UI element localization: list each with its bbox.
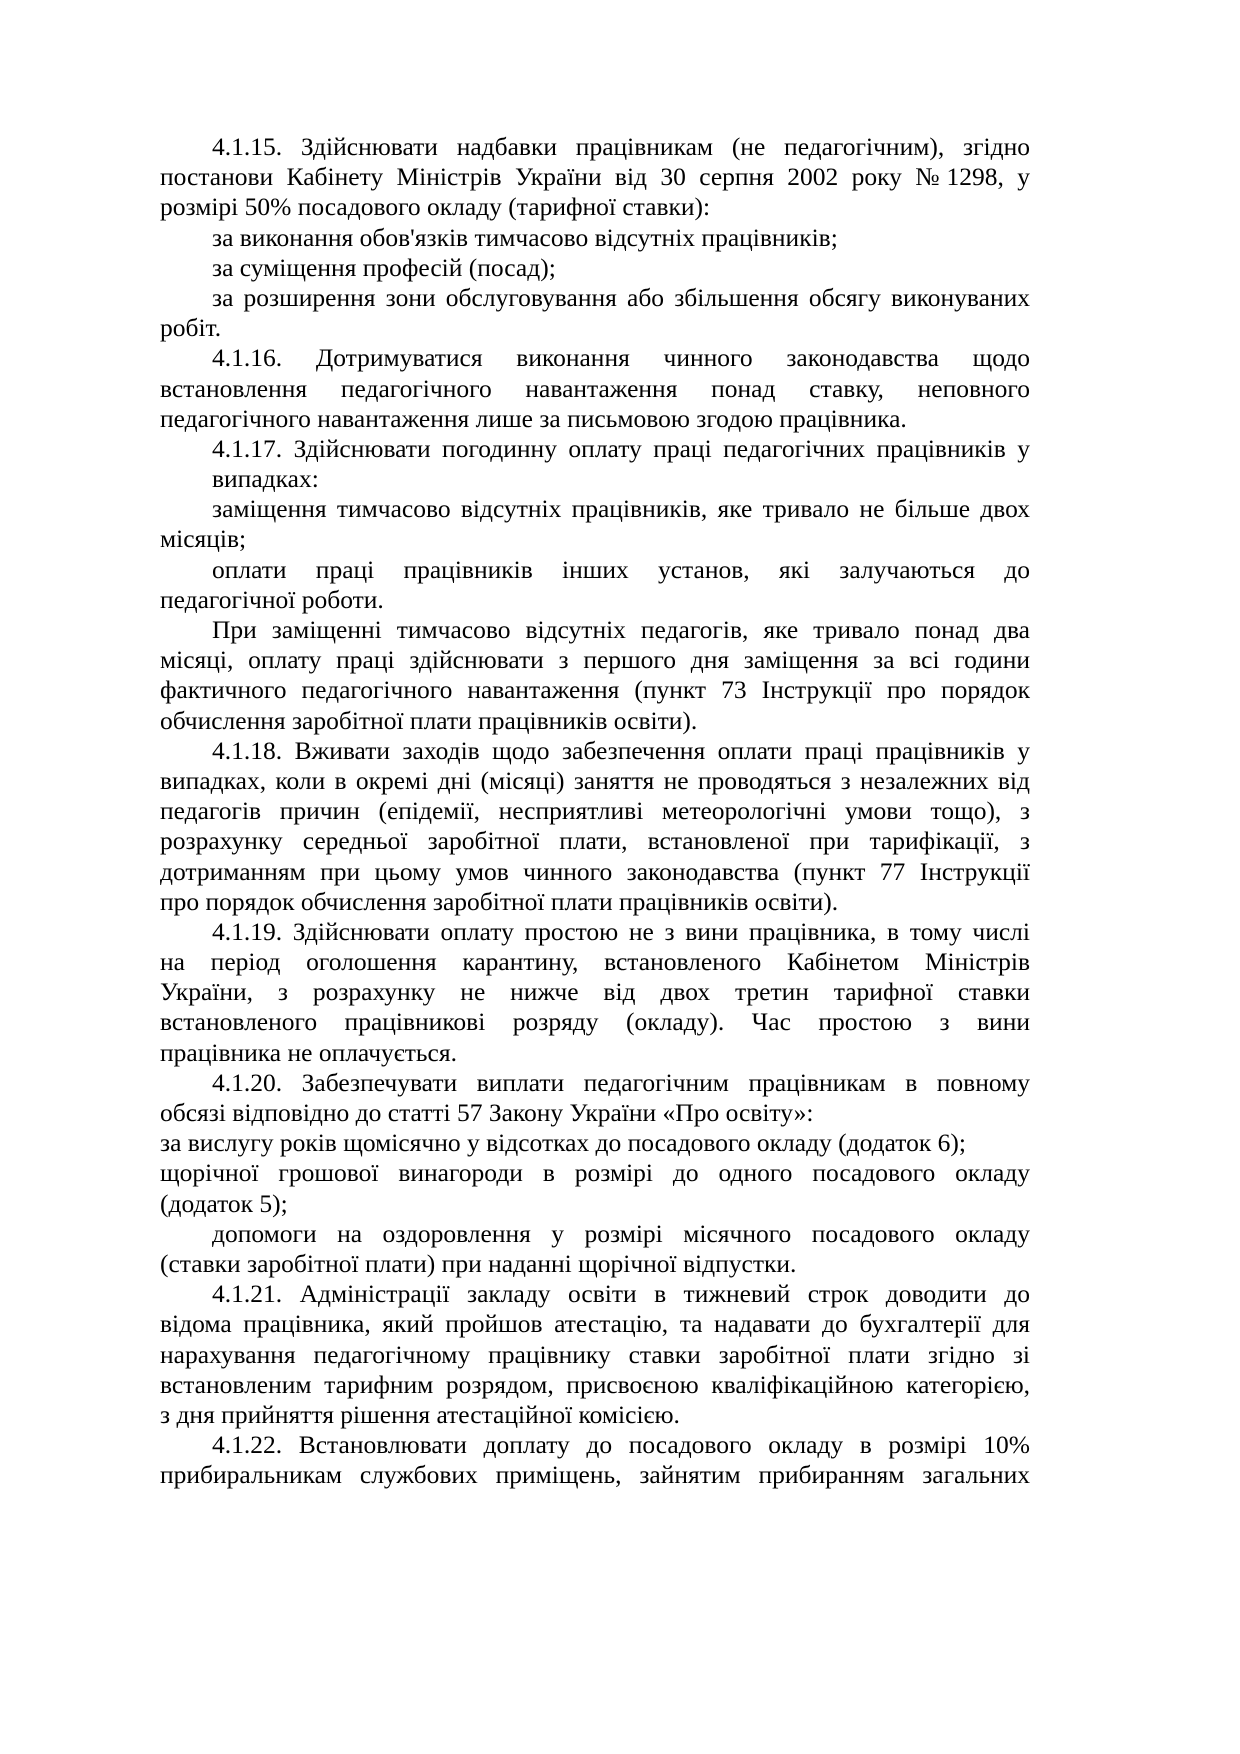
- text-line: щорічної грошової винагороди в розмірі до одного посадового окладу: [160, 1158, 1030, 1188]
- text-line: випадках:: [212, 464, 319, 494]
- text-line: працівника не оплачується.: [160, 1037, 457, 1067]
- text-line: заміщення тимчасово відсутніх працівників, яке тривало не більше двох: [212, 494, 1030, 524]
- paragraph-4-1-19: [160, 917, 1030, 1068]
- document-body: [160, 132, 1030, 1490]
- paragraph-4-1-16: [160, 343, 1030, 434]
- text-line: за вислугу років щомісячно у відсотках до посадового окладу (додаток 6);: [160, 1128, 966, 1158]
- text-line: робіт.: [160, 313, 222, 343]
- text-line: випадках, коли в окремі дні (місяці) заняття не проводяться з незалежних від: [160, 765, 1030, 795]
- text-line: на період оголошення карантину, встановленого Кабінетом Міністрів: [160, 947, 1030, 977]
- paragraph-4-1-15-a: [160, 223, 1030, 253]
- text-line: нарахування педагогічному працівнику ставки заробітної плати згідно зі: [160, 1339, 1030, 1369]
- text-line: встановленого працівникові розряду (окладу). Час простою з вини: [160, 1007, 1030, 1037]
- paragraph-4-1-17-a: [160, 494, 1030, 554]
- text-line: дотриманням при цьому умов чинного законодавства (пункт 77 Інструкції: [160, 856, 1030, 886]
- text-line: (додаток 5);: [160, 1188, 288, 1218]
- text-line: за суміщення професій (посад);: [212, 252, 556, 282]
- text-line: 4.1.17. Здійснювати погодинну оплату праці педагогічних працівників у: [212, 433, 1030, 463]
- text-line: 4.1.18. Вживати заходів щодо забезпечення оплати праці працівників у: [212, 735, 1030, 765]
- text-line: місяців;: [160, 524, 247, 554]
- text-line: обсязі відповідно до статті 57 Закону України «Про освіту»:: [160, 1098, 814, 1127]
- text-line: обчислення заробітної плати працівників освіти).: [160, 705, 698, 735]
- text-line: 4.1.21. Адміністрації закладу освіти в тижневий строк доводити до: [212, 1279, 1030, 1309]
- paragraph-4-1-15-b: [160, 253, 1030, 283]
- text-line: 4.1.22. Встановлювати доплату до посадового окладу в розмірі 10%: [212, 1430, 1030, 1460]
- text-line: При заміщенні тимчасово відсутніх педагогів, яке тривало понад два: [212, 615, 1030, 644]
- text-line: за виконання обов'язків тимчасово відсутніх працівників;: [212, 222, 838, 252]
- paragraph-4-1-15: [160, 132, 1030, 223]
- paragraph-4-1-22: [160, 1430, 1030, 1490]
- paragraph-4-1-17-c: [160, 615, 1030, 736]
- paragraph-4-1-20-b: [160, 1158, 1030, 1218]
- paragraph-4-1-20-c: [160, 1219, 1030, 1279]
- text-line: педагогічної роботи.: [160, 584, 384, 614]
- text-line: 4.1.15. Здійснювати надбавки працівникам (не педагогічним), згідно: [212, 132, 1030, 161]
- text-line: 4.1.20. Забезпечувати виплати педагогічним працівникам в повному: [212, 1067, 1030, 1097]
- text-line: встановлення педагогічного навантаження понад ставку, неповного: [160, 373, 1030, 403]
- paragraph-4-1-20-a: [160, 1128, 1030, 1158]
- paragraph-4-1-17: [160, 434, 1030, 494]
- text-line: розрахунку середньої заробітної плати, встановленої при тарифікації, з: [160, 826, 1030, 856]
- text-line: встановленим тарифним розрядом, присвоєною кваліфікаційною категорією,: [160, 1369, 1030, 1399]
- text-line: 4.1.19. Здійснювати оплату простою не з вини працівника, в тому числі: [212, 916, 1030, 946]
- paragraph-4-1-21: [160, 1279, 1030, 1430]
- text-line: про порядок обчислення заробітної плати працівників освіти).: [160, 886, 839, 916]
- paragraph-4-1-18: [160, 736, 1030, 917]
- text-line: України, з розрахунку не нижче від двох третин тарифної ставки: [160, 977, 1030, 1007]
- text-line: прибиральникам службових приміщень, зайнятим прибиранням загальних: [160, 1460, 1030, 1490]
- text-line: допомоги на оздоровлення у розмірі місячного посадового окладу: [212, 1218, 1030, 1248]
- text-line: постанови Кабінету Міністрів України від 30 серпня 2002 року №1298, у: [160, 162, 1030, 192]
- text-line: педагогічного навантаження лише за письмовою згодою працівника.: [160, 403, 907, 433]
- text-line: оплати праці працівників інших установ, які залучаються до: [212, 554, 1030, 584]
- text-line: з дня прийняття рішення атестаційної комісією.: [160, 1399, 680, 1429]
- text-line: фактичного педагогічного навантаження (пункт 73 Інструкції про порядок: [160, 675, 1030, 705]
- text-line: за розширення зони обслуговування або збільшення обсягу виконуваних: [212, 282, 1030, 312]
- text-line: педагогів причин (епідемії, несприятливі метеорологічні умови тощо), з: [160, 796, 1030, 826]
- paragraph-4-1-15-c: [160, 283, 1030, 343]
- text-line: 4.1.16. Дотримуватися виконання чинного законодавства щодо: [212, 343, 1030, 373]
- paragraph-4-1-17-b: [160, 555, 1030, 615]
- text-line: (ставки заробітної плати) при наданні щорічної відпустки.: [160, 1248, 797, 1278]
- paragraph-4-1-20: [160, 1068, 1030, 1128]
- text-line: відома працівника, який пройшов атестацію, та надавати до бухгалтерії для: [160, 1309, 1030, 1339]
- text-line: місяці, оплату праці здійснювати з першого дня заміщення за всі години: [160, 645, 1030, 675]
- text-line: розмірі 50% посадового окладу (тарифної ставки):: [160, 192, 711, 222]
